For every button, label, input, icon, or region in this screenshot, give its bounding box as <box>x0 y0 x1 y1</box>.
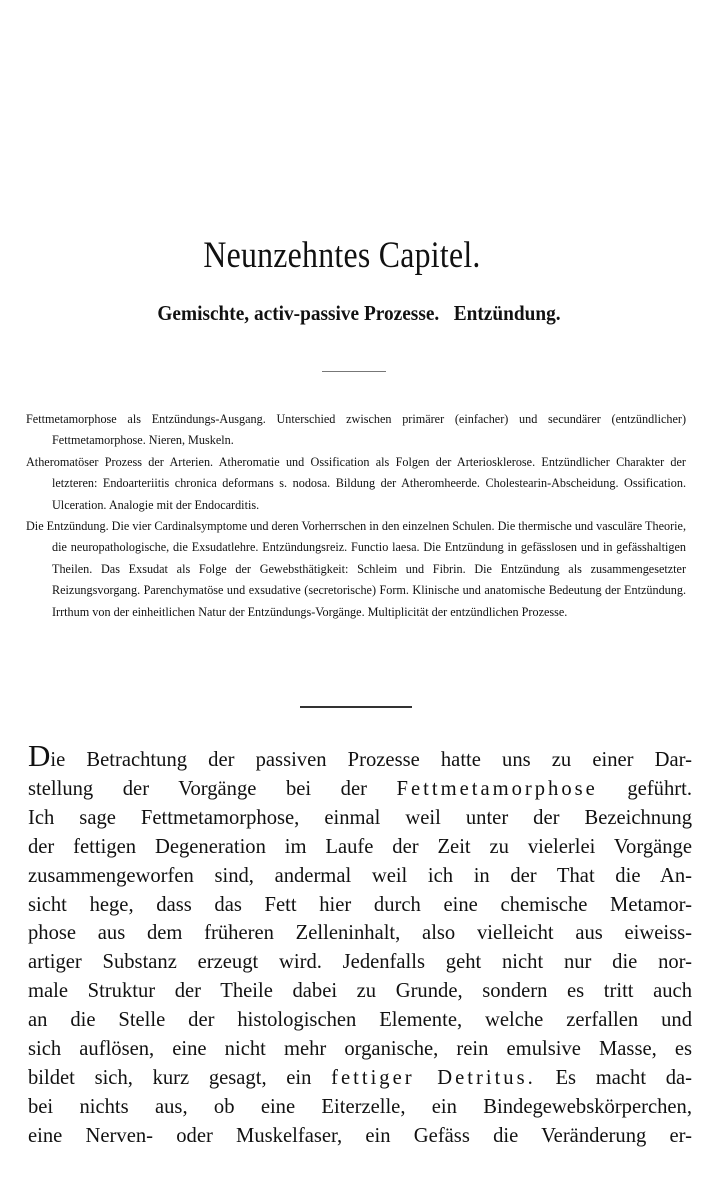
drop-cap: D <box>28 738 51 773</box>
body-line-5: zusammengeworfen sind, andermal weil ich in der That die An- <box>28 864 692 887</box>
summary-item-atheromatoeser-prozess: Atheromatöser Prozess der Arterien. Atheromatie und Ossification als Folgen der Arteriosklerose. Entzündlicher Charakter der letzteren: Endoarteriitis chronica deformans s. nodosa. Bildung der Atheromheerde. Cholestearin-Abscheidung. Ossification. Ulceration. Analogie mit der Endocarditis. <box>26 454 686 512</box>
body-line-7: phose aus dem früheren Zelleninhalt, also vielleicht aus eiweiss- <box>28 922 692 945</box>
body-line-12-text-a: bildet sich, kurz gesagt, ein <box>28 1066 312 1089</box>
body-line-11: sich auflösen, eine nicht mehr organische, rein emulsive Masse, es <box>28 1038 692 1061</box>
body-line-8: artiger Substanz erzeugt wird. Jedenfalls geht nicht nur die nor- <box>28 951 692 974</box>
chapter-subtitle: Gemischte, activ-passive Prozesse. Entzündung. <box>157 301 561 325</box>
chapter-summary <box>26 409 686 623</box>
summary-item-entzuendung: Die Entzündung. Die vier Cardinalsymptome und deren Vorherrschen in den einzelnen Schulen. Die thermische und vasculäre Theorie, die neuropathologische, die Exsudatlehre. Entzündungsreiz. Functio laesa. Die Entzündung in gefässlosen und in gefässhaltigen Theilen. Das Exsudat als Folge der Gewebsthätigkeit: Schleim und Fibrin. Die Entzündung als zusammengesetzter Reizungsvorgang. Parenchymatöse und exsudative (secretorische) Form. Klinische und anatomische Bedeutung der Entzündung. Irrthum von der einheitlichen Natur der Entzündungs-Vorgänge. Multiplicität der entzündlichen Prozesse. <box>26 519 686 619</box>
summary-item-fettmetamorphose: Fettmetamorphose als Entzündungs-Ausgang. Unterschied zwischen primärer (einfacher) und secundärer (entzündlicher) Fettmetamorphose. Nieren, Muskeln. <box>26 412 686 448</box>
body-line-1-text: ie Betrachtung der passiven Prozesse hatte uns zu einer Dar- <box>50 749 692 771</box>
short-divider <box>322 371 386 372</box>
body-line-2-text-b: geführt. <box>627 777 692 800</box>
body-line-1 <box>28 738 692 775</box>
body-line-3: Ich sage Fettmetamorphose, einmal weil unter der Bezeichnung <box>28 806 692 829</box>
body-line-12 <box>28 1064 692 1093</box>
emphasis-fettmetamorphose: Fettmetamorphose <box>396 777 598 800</box>
body-line-2 <box>28 775 692 804</box>
section-divider <box>300 706 412 708</box>
emphasis-fettiger-detritus: fettiger Detritus. <box>331 1066 536 1089</box>
body-line-13: bei nichts aus, ob eine Eiterzelle, ein Bindegewebskörperchen, <box>28 1095 692 1118</box>
chapter-title: Neunzehntes Capitel. <box>203 235 481 276</box>
body-paragraph <box>28 738 693 1151</box>
body-line-4: der fettigen Degeneration im Laufe der Zeit zu vielerlei Vorgänge <box>28 835 692 858</box>
body-line-6: sicht hege, dass das Fett hier durch eine chemische Metamor- <box>28 893 692 916</box>
body-line-12-text-b: Es macht da- <box>555 1066 693 1089</box>
body-line-2-text-a: stellung der Vorgänge bei der <box>28 777 367 800</box>
body-line-10: an die Stelle der histologischen Elemente, welche zerfallen und <box>28 1009 692 1032</box>
body-line-9: male Struktur der Theile dabei zu Grunde, sondern es tritt auch <box>28 980 692 1003</box>
body-line-14: eine Nerven- oder Muskelfaser, ein Gefäss die Veränderung er- <box>28 1124 692 1147</box>
